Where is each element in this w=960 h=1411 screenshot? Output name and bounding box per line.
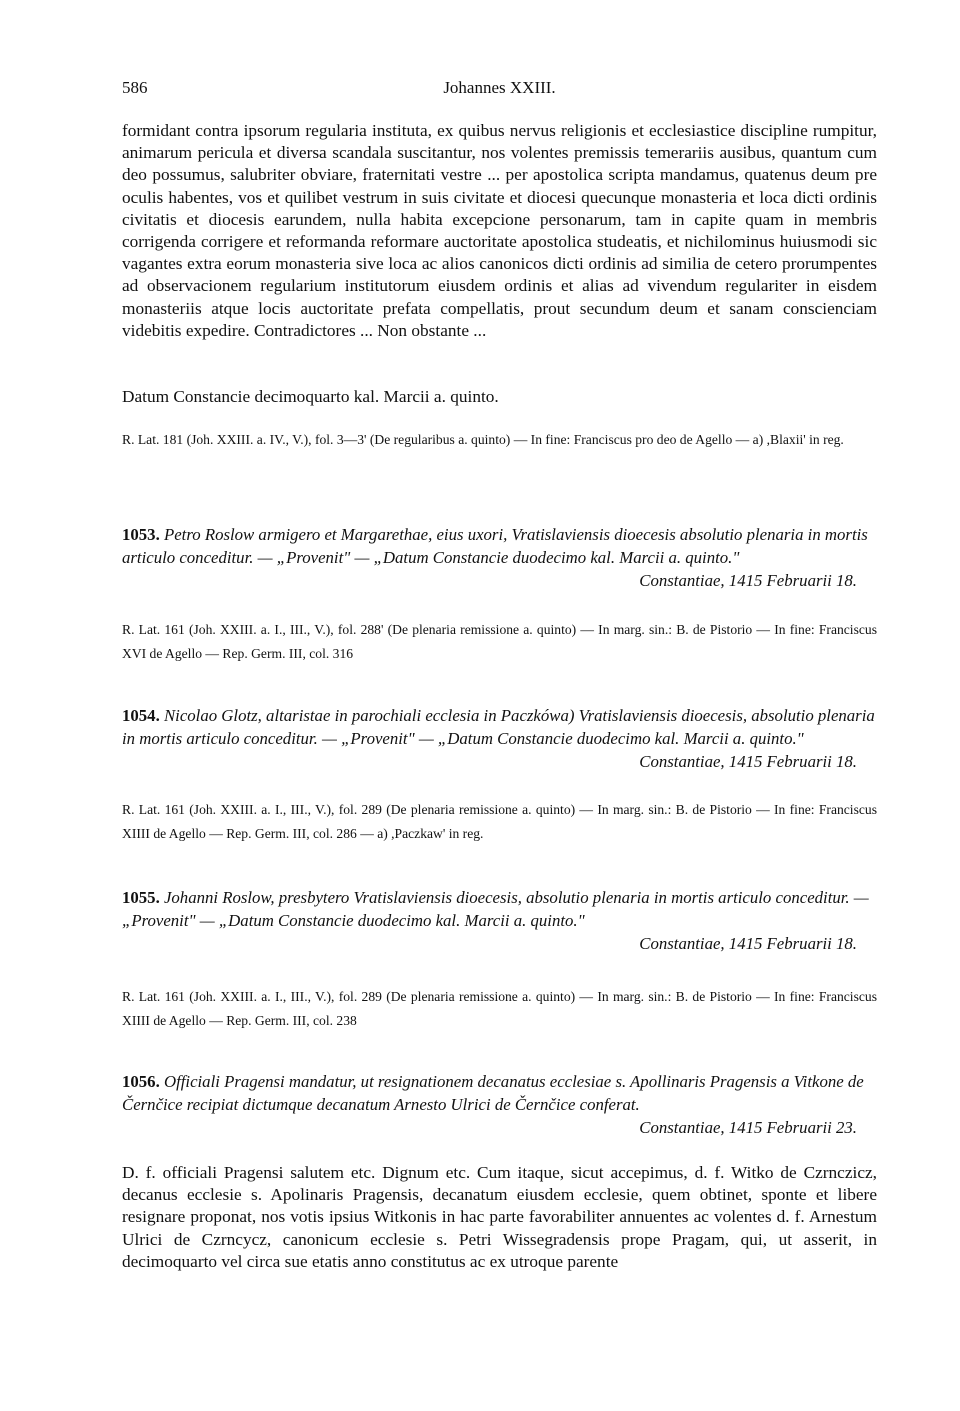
entry-heading-text: Nicolao Glotz, altaristae in parochiali ecclesia in Paczkówa) Vratislaviensis dioecesis, absolutio plenaria in mortis articulo conceditur. — „Provenit" — „Datum Constancie duodecimo kal. Marcii a. quinto." [122, 706, 875, 748]
entry-number: 1056. [122, 1072, 160, 1091]
entry-source: R. Lat. 161 (Joh. XXIII. a. I., III., V.), fol. 289 (De plenaria remissione a. quinto) — In marg. sin.: B. de Pistorio — In fine: Franciscus XIIII de Agello — Rep. Germ. III, col. 286 — a) ,Paczkaw' in reg. [122, 802, 877, 841]
continuation-dated: Datum Constancie decimoquarto kal. Marcii a. quinto. [122, 387, 499, 406]
running-title: Johannes XXIII. [443, 78, 556, 97]
entry-place-date: Constantiae, 1415 Februarii 18. [639, 752, 857, 771]
entry-1055 [122, 886, 877, 955]
entry-1054 [122, 704, 877, 773]
entry-number: 1055. [122, 888, 160, 907]
entry-number: 1053. [122, 525, 160, 544]
entry-heading [122, 1070, 877, 1116]
continuation-source: R. Lat. 181 (Joh. XXIII. a. IV., V.), fol. 3—3' (De regularibus a. quinto) — In fine: Franciscus pro deo de Agello — a) ,Blaxii' in reg. [122, 432, 844, 447]
entry-1055-source-block [122, 985, 877, 1033]
entry-body-text: D. f. officiali Pragensi salutem etc. Dignum etc. Cum itaque, sicut accepimus, d. f. Witko de Czrnczicz, decanus ecclesie s. Apolinaris Pragensis, decanatum eiusdem ecclesie, quem obtinet, sponte et libere resignare proponat, nos votis ipsius Witkonis in hac parte favorabiliter annuentes ac volentes d. f. Arnestum Ulrici de Czrncycz, canonicum ecclesie s. Petri Wissegradensis prope Pragam, qui, ut asserit, in decimoquarto vel circa sue etatis anno constitutus ac ex utroque parente [122, 1163, 877, 1271]
page-header [122, 72, 877, 102]
page-number: 586 [122, 78, 148, 97]
entry-heading [122, 704, 877, 750]
continuation-source-block [122, 428, 877, 452]
entry-number: 1054. [122, 706, 160, 725]
entry-1053-source-block [122, 618, 877, 666]
entry-1056 [122, 1070, 877, 1139]
entry-heading-text: Officiali Pragensi mandatur, ut resignationem decanatus ecclesiae s. Apollinaris Pragensis a Vitkone de Černčice recipiat dictumque decanatum Arnesto Ulrici de Černčice conferat. [122, 1072, 864, 1114]
entry-1054-source-block [122, 798, 877, 846]
entry-1056-body-block [122, 1162, 877, 1273]
entry-heading [122, 886, 877, 932]
continuation-dated-block [122, 386, 877, 408]
entry-1053 [122, 523, 877, 592]
entry-place-date: Constantiae, 1415 Februarii 18. [639, 571, 857, 590]
continuation-block [122, 120, 877, 342]
entry-source: R. Lat. 161 (Joh. XXIII. a. I., III., V.), fol. 289 (De plenaria remissione a. quinto) — In marg. sin.: B. de Pistorio — In fine: Franciscus XIIII de Agello — Rep. Germ. III, col. 238 [122, 989, 877, 1028]
entry-heading-text: Petro Roslow armigero et Margarethae, eius uxori, Vratislaviensis dioecesis absolutio plenaria in mortis articulo conceditur. — „Provenit" — „Datum Constancie duodecimo kal. Marcii a. quinto." [122, 525, 868, 567]
entry-place-date: Constantiae, 1415 Februarii 18. [639, 934, 857, 953]
entry-source: R. Lat. 161 (Joh. XXIII. a. I., III., V.), fol. 288' (De plenaria remissione a. quinto) — In marg. sin.: B. de Pistorio — In fine: Franciscus XVI de Agello — Rep. Germ. III, col. 316 [122, 622, 877, 661]
entry-heading-text: Johanni Roslow, presbytero Vratislaviensis dioecesis, absolutio plenaria in mortis articulo conceditur. — „Provenit" — „Datum Constancie duodecimo kal. Marcii a. quinto." [122, 888, 869, 930]
entry-place-date: Constantiae, 1415 Februarii 23. [639, 1118, 857, 1137]
entry-heading [122, 523, 877, 569]
continuation-text: formidant contra ipsorum regularia instituta, ex quibus nervus religionis et ecclesiastice discipline rumpitur, animarum pericula et diversa scandala suscitantur, nos volentes premissis temerariis ausibus, quantum cum deo possumus, salubriter obviare, fraternitati vestre ... per apostolica scripta mandamus, quatenus deum pre oculis habentes, vos et quilibet vestrum in suis civitate et diocesi quecunque monasteria et loca dicti ordinis civitatis et diocesis earundem, nulla habita excepcione personarum, tam in capite quam in membris corrigenda corrigere et reformanda reformare auctoritate apostolica studeatis, et nichilominus huiusmodi sic vagantes extra eorum monasteria sive loca ac alios canonicos dicti ordinis ad similia de cetero prorumpentes ad observacionem regularium institutorum eiusdem ordinis et alias ad vivendum regulariter in eisdem monasteriis atque locis auctoritate prefata compellatis, prout secundum deum et sanam conscienciam videbitis expedire. Contradictores ... Non obstante ... [122, 121, 877, 340]
